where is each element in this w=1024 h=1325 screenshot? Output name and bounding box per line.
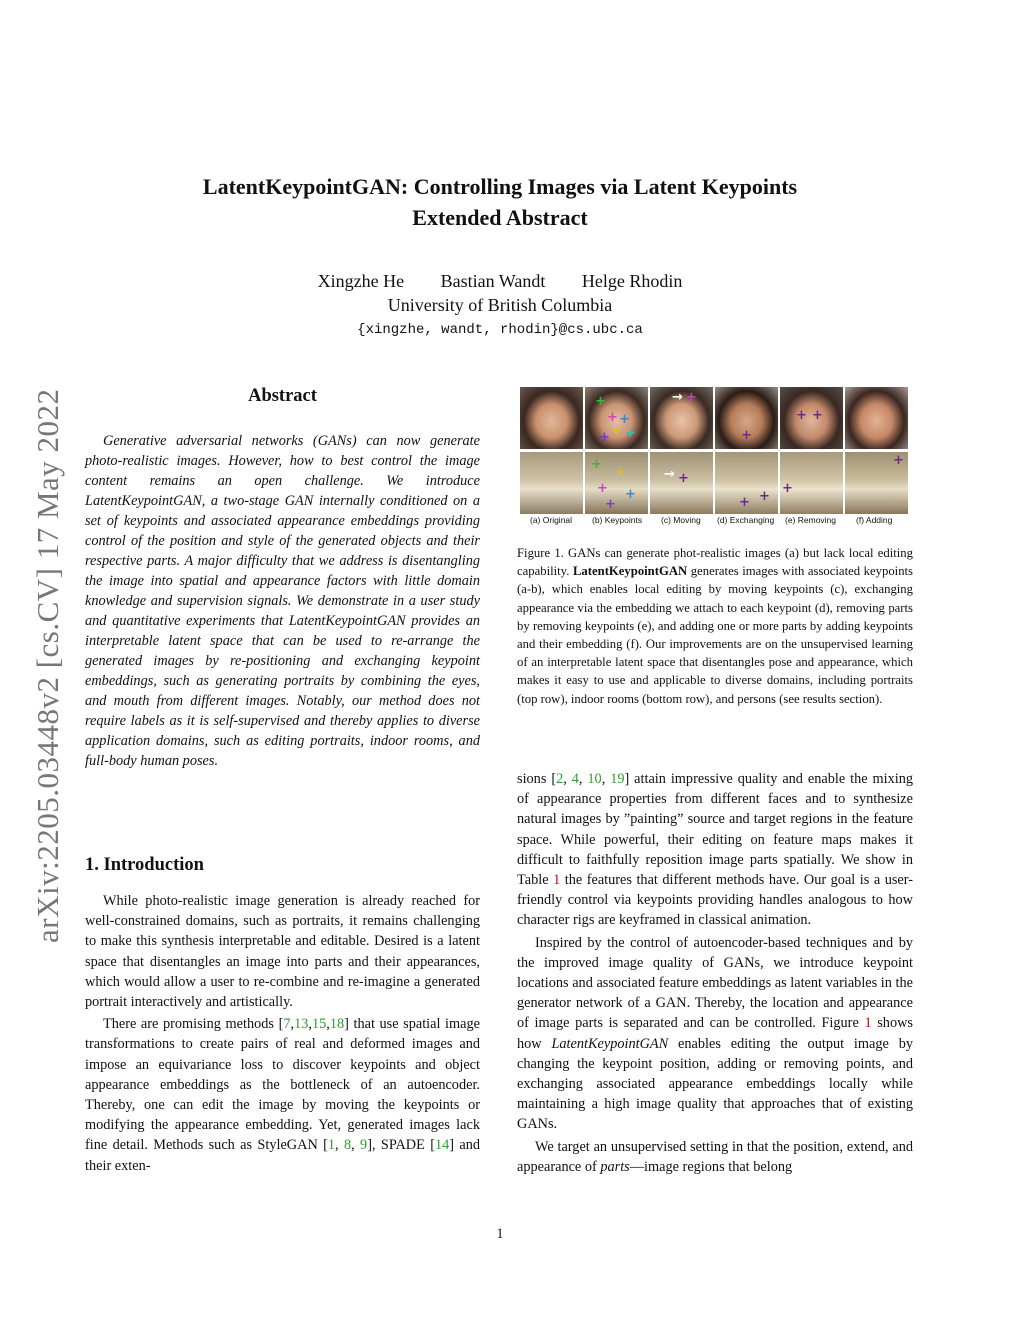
citation-link[interactable]: 15 xyxy=(311,1016,327,1033)
portrait-adding-image xyxy=(845,387,908,449)
abstract-heading: Abstract xyxy=(248,386,317,406)
citation-link[interactable]: 4 xyxy=(571,771,579,787)
figure-reference-link[interactable]: 1 xyxy=(864,1015,872,1032)
room-original-image xyxy=(520,452,583,514)
figure-sublabel: (f) Adding xyxy=(856,515,893,525)
citation-link[interactable]: 10 xyxy=(587,771,602,787)
portrait-moving-image: → + xyxy=(650,387,713,449)
table-reference-link[interactable]: 1 xyxy=(553,872,561,889)
portrait-exchanging-image: + xyxy=(715,387,778,449)
right-paragraph-1: sions [2, 4, 10, 19] attain impressive quality and enable the mixing of appearance properties from different faces and to synthesize natural images by ”painting” source and target regions in the feature space. While powerful, their editing on feature maps makes it difficult to faithfully reposition image parts spatially. We show in Table 1 the features that different methods have. Our goal is a user-friendly control via keypoints providing handles analogous to how character rigs are keyframed in classical animation. xyxy=(517,771,913,929)
citation-link[interactable]: 14 xyxy=(434,1137,450,1154)
figure-sublabel: (b) Keypoints xyxy=(592,515,643,525)
room-adding-image: + xyxy=(845,452,908,514)
citation-link[interactable]: 13 xyxy=(294,1016,309,1033)
right-column-body xyxy=(517,769,913,1179)
room-exchanging-image: + + xyxy=(715,452,778,514)
right-paragraph-2: Inspired by the control of autoencoder-based techniques and by the improved image quality of GANs, we introduce keypoint locations and associated feature embeddings as latent variables in the generator network of a GAN. Thereby, the location and appearance of image parts is separated and can be controlled. Figure 1 shows how LatentKeypointGAN enables editing the output image by changing the keypoint position, adding or removing points, and exchanging associated appearance embeddings locally while maintaining a high image quality that approaches that of existing GANs. xyxy=(517,934,913,1133)
figure-sublabel: (a) Original xyxy=(530,515,573,525)
figure-sublabel: (d) Exchanging xyxy=(717,515,775,525)
author-name: Helge Rhodin xyxy=(581,271,683,291)
author-list xyxy=(0,271,1000,292)
citation-link[interactable]: 1 xyxy=(327,1137,336,1154)
intro-paragraph-1: While photo-realistic image generation is already reached for well-constrained domains, such as portraits, it remains challenging to make this synthesis interpretable and editable. Desired is a latent space that disentangles an image into parts and their appearances, which would allow a user to re-combine and re-imagine a generated portrait interactively and artistically. xyxy=(85,893,480,1011)
citation-link[interactable]: 8 xyxy=(343,1137,352,1154)
citation-link[interactable]: 18 xyxy=(329,1016,345,1033)
author-email: {xingzhe, wandt, rhodin}@cs.ubc.ca xyxy=(357,322,643,338)
intro-paragraph-2: There are promising methods [7,13,15,18] that use spatial image transformations to create pairs of real and deformed images and impose an equivariance loss to discover keypoints and object appearance embeddings as the bottleneck of an autoencoder. Thereby, one can edit the image by moving the keypoints or modifying the appearance embedding. Yet, generated images lack fine detail. Methods such as StyleGAN [1, 8, 9], SPADE [14] and their exten- xyxy=(85,1016,480,1174)
citation-link[interactable]: 2 xyxy=(556,771,564,787)
figure-1 xyxy=(520,387,908,527)
arxiv-identifier: arXiv:2205.03448v2 [cs.CV] 17 May 2022 xyxy=(30,388,65,943)
citation-link[interactable]: 7 xyxy=(283,1016,291,1033)
room-removing-image: + xyxy=(780,452,843,514)
intro-heading: 1. Introduction xyxy=(85,855,204,875)
room-keypoints-image: + + + + + xyxy=(585,452,648,514)
right-paragraph-3: We target an unsupervised setting in that the position, extend, and appearance of parts—image regions that belong xyxy=(517,1138,913,1175)
intro-body xyxy=(85,891,480,1178)
citation-link[interactable]: 19 xyxy=(610,771,625,787)
figure-sublabel: (c) Moving xyxy=(661,515,701,525)
room-moving-image: → + xyxy=(650,452,713,514)
portrait-keypoints-image: + + + + + + xyxy=(585,387,648,449)
citation-link[interactable]: 9 xyxy=(360,1137,368,1154)
abstract-text: Generative adversarial networks (GANs) can now generate photo-realistic images. However, how to best control the image content remains an open challenge. We introduce LatentKeypointGAN, a two-stage GAN internally conditioned on a set of keypoints and associated appearance embeddings providing control of the position and style of the generated objects and their respective parts. A major difficulty that we address is disentangling the image into spatial and appearance factors with little domain knowledge and supervision signals. We demonstrate in a user study and quantitative experiments that LatentKeypointGAN provides an interpretable latent space that can be used to re-arrange the generated images by re-positioning and exchanging keypoint embeddings, such as generating portraits by combining the eyes, and mouth from different images. Notably, our method does not require labels as it is self-supervised and thereby applies to diverse application domains, such as editing portraits, indoor rooms, and full-body human poses. xyxy=(85,433,480,769)
author-name: Xingzhe He xyxy=(317,271,405,291)
affiliation: University of British Columbia xyxy=(387,295,613,315)
portrait-removing-image: + + xyxy=(780,387,843,449)
paper-title-line2: Extended Abstract xyxy=(412,205,588,230)
figure-sublabel: (e) Removing xyxy=(785,515,837,525)
portrait-original-image xyxy=(520,387,583,449)
page-number: 1 xyxy=(496,1226,504,1242)
author-name: Bastian Wandt xyxy=(440,271,546,291)
figure-caption: Figure 1. GANs can generate phot-realistic images (a) but lack local editing capability. LatentKeypointGAN generates images with associated keypoints (a-b), which enables local editing by moving keypoints (c), exchanging appearance via the embedding we attach to each keypoint (d), removing parts by removing keypoints (e), and adding one or more parts by adding keypoints and their embedding (f). Our improvements are on the unsupervised learning of an interpretable latent space that disentangles pose and appearance, which makes it easy to use and applicable to diverse domains, including portraits (top row), indoor rooms (bottom row), and persons (see results section). xyxy=(517,546,913,706)
paper-title-line1: LatentKeypointGAN: Controlling Images via Latent Keypoints xyxy=(202,174,798,199)
